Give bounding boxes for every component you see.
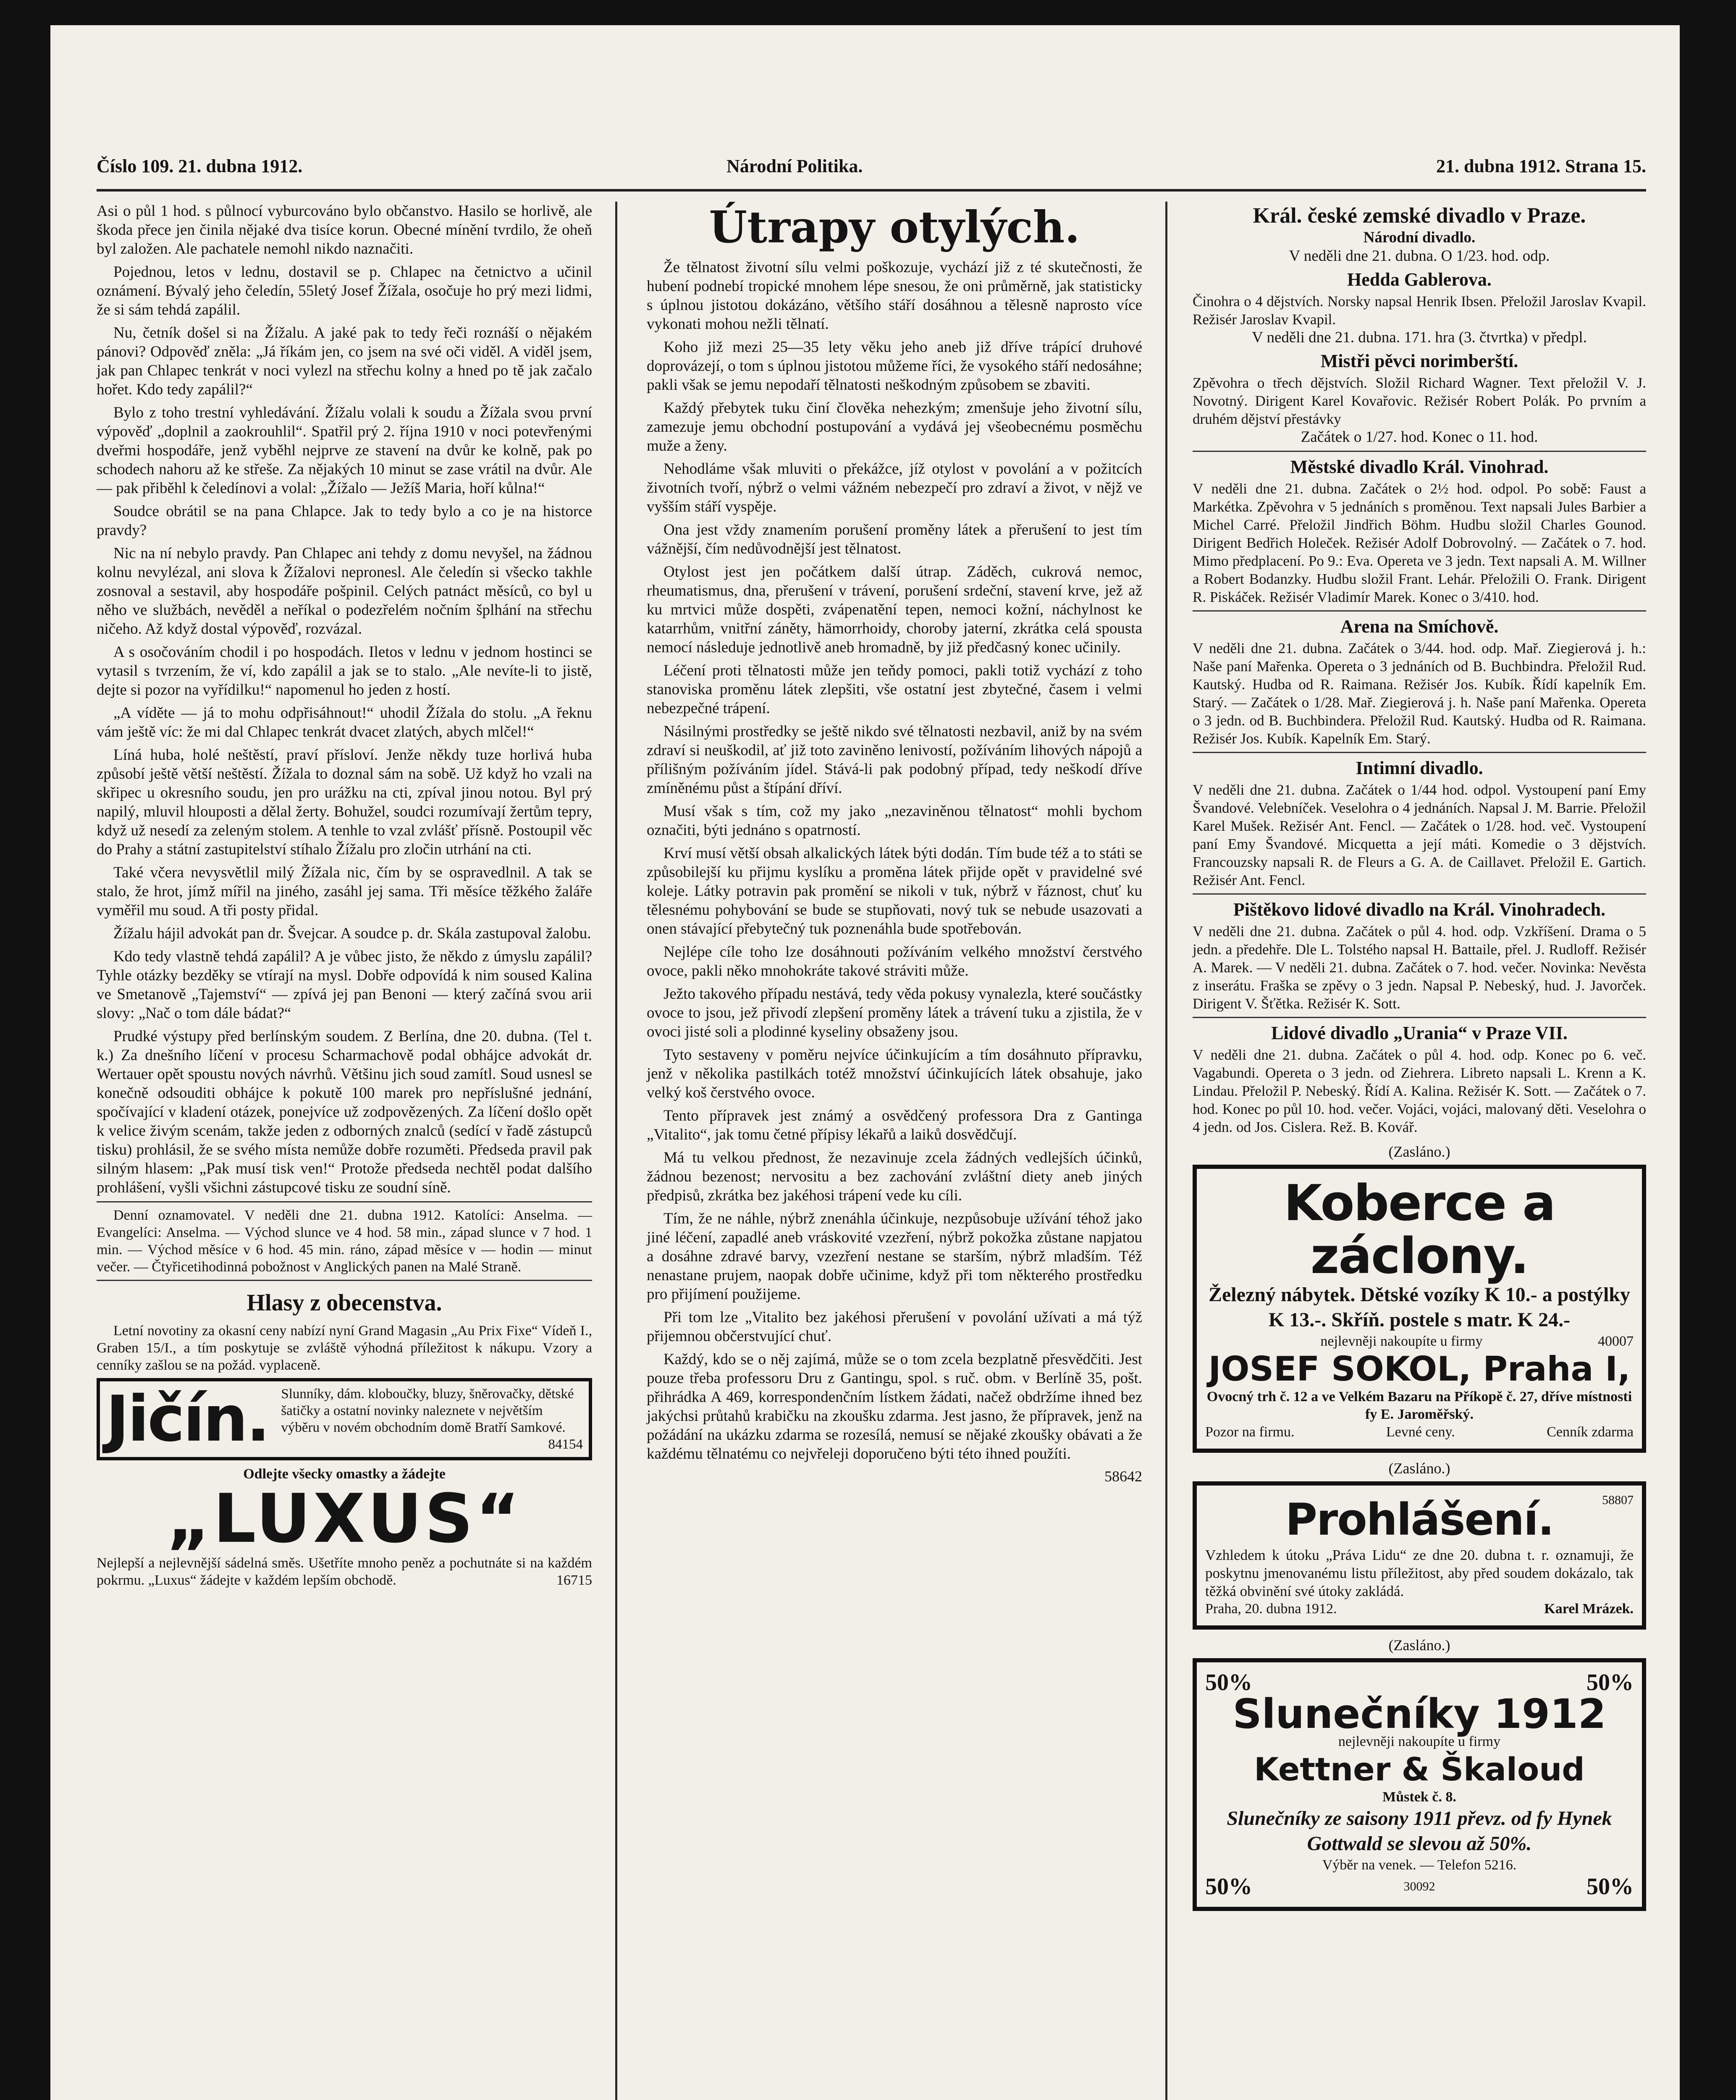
discount-badge: 50%: [1205, 1670, 1252, 1696]
kettner-ad: [1193, 1658, 1646, 1911]
jicin-ad-title: Jičín.: [106, 1383, 269, 1456]
sokol-ad-line: Železný nábytek. Dětské vozíky K 10.- a postýlky K 13.-. Skříň. postele s matr. K 24.-: [1208, 1284, 1630, 1331]
reader-notice: Letní novotiny za okasní ceny nabízí nyní Grand Magasin „Au Prix Fixe“ Vídeň I., Graben 15/I., a tím poskytuje se zvláště výhodná příležitost k nákupu. Vzory a cenníky zašlou se na požád. vyplaceně.: [97, 1323, 592, 1373]
play-title: Mistři pěvci norimberští.: [1320, 351, 1518, 371]
sokol-ad-line: nejlevněji nakoupíte u firmy: [1320, 1334, 1483, 1349]
newspaper-title: Národní Politika.: [726, 156, 863, 176]
article-paragraph: Bylo z toho trestní vyhledávání. Žížalu volali k soudu a Žížala svou první výpověď „doplnil a zaokrouhlil“. Spatřil prý 2. října 1910 v noci potevřenými dveřmi hospodáře, jenž vyběhl nejprve ze stavení na dvůr ke kolně, pak po schodech nahoru až ke střeše. Za nějakých 10 minut se zase vrátil na dvůr. Ale — pak přiběhl k čeledínovi a volal: „Žížalo — Ježíš Maria, hoří kůlna!“: [97, 404, 592, 497]
ad-number: 58642: [1104, 1468, 1142, 1485]
luxus-ad-title: „LUXUS“: [166, 1479, 522, 1558]
article-paragraph: Líná huba, holé neštěstí, praví přísloví. Jenže někdy tuze horlivá huba způsobí ještě větší neštěstí. Žížala to doznal sám na sobě. Už když ho vzali na skřipec u okresního soudu, jen pro urážku na cti, zpíval jinou notou. Byl prý napilý, mluvil hlouposti a dělal žerty. Bohužel, soudci rozumívají žertům tepry, když už nesedí za zeleným stolem. A tenhle to vzal zvlášť přísně. Postoupil věc do Prahy a státní zastupitelství stíhalo Žížalu pro zločin utrhání na cti.: [97, 746, 592, 858]
article-paragraph: Asi o půl 1 hod. s půlnocí vyburcováno bylo občanstvo. Hasilo se horlivě, ale škoda přece jen činila nějaké dva tisíce korun. Obecné mínění tvrdilo, že oheň byl založen. Ale pachatele nemohl nikdo naznačiti.: [97, 202, 592, 257]
sokol-ad: [1193, 1165, 1646, 1453]
article-paragraph: Musí však s tím, což my jako „nezaviněnou tělnatost“ mohli bychom označiti, býti jednáno s opatrností.: [647, 803, 1142, 839]
article-title: Útrapy otylých.: [709, 201, 1080, 253]
article-paragraph: Koho již mezi 25—35 lety věku jeho aneb již dříve trápící druhové doprovázejí, o tom s úplnou jistotou můžeme říci, že vysokého stáří nedosáhne; pakli však se jemu nepodaří tělnatosti neškodným způsobem se zbaviti.: [647, 339, 1142, 394]
divider: [1193, 610, 1646, 612]
article-paragraph: Nehodláme však mluviti o překážce, jíž otylost v povolání a v požitcích životních tvoří, nýbrž o velmi vážném nebezpečí pro zdraví a život, v nějž ve vyšším stáří vyspěje.: [647, 460, 1142, 515]
statement-title: Prohlášení.: [1285, 1494, 1554, 1545]
theatre-title: Král. české zemské divadlo v Praze.: [1253, 204, 1586, 228]
article-paragraph: Tento přípravek jest známý a osvědčený professora Dra z Gantinga „Vitalito“, jak tomu četné přípisy lékařů a laiků dosvědčují.: [647, 1107, 1142, 1143]
divider: [1193, 752, 1646, 753]
column-3: [1193, 202, 1646, 2100]
news-item: Prudké výstupy před berlínským soudem. Z Berlína, dne 20. dubna. (Tel t. k.) Za dnešního líčení v procesu Scharmachově podal obhájce advokát dr. Wertauer opět spoustu nových návrhů. Většinu jich soud zamítl. Soud usnesl se konečně odsouditi obhájce k pokutě 100 marek pro nepříslušné jednání, spočívající v kladení otázek, ponejvíce už zodpovězených. Za líčení došlo opět k velice živým scenám, takže jeden z odborných znalců (sedící v řadě zástupců tisku) prohlásil, že se svého místa nemůže dobře rozuměti. Předseda pravil pak silným hlasem: „Pak musí tisk ven!“ Protože předseda nechtěl podat dalšího prohlášení, vyšli všichni zástupcové tisku ze soudní síně.: [97, 1028, 592, 1196]
luxus-ad-top: Odlejte všecky omastky a žádejte: [243, 1466, 446, 1482]
divider: [1193, 451, 1646, 452]
article-paragraph: Krví musí větší obsah alkalických látek býti dodán. Tím bude též a to státi se způsobilejší ku přijmu kyslíku a proměna látek přijde opět v pravidelné své koleje. Látky potravin pak promění se nikoli v tuk, nýbrž v řáznost, chuť ku tělesnému pohybování se bude se stupňovati, nový tuk se nebude usazovati a onen stávající přebytečný tuk poznenáhla bude spotřebován.: [647, 845, 1142, 937]
theatre-subtitle: Národní divadlo.: [1363, 229, 1476, 246]
theatre-title: Lidové divadlo „Urania“ v Praze VII.: [1271, 1023, 1568, 1043]
ad-number: 30092: [1403, 1880, 1435, 1893]
article-paragraph: Nic na ní nebylo pravdy. Pan Chlapec ani tehdy z domu nevyšel, na žádnou kolnu nevylézal, ani slova k Žížalovi nepronesl. Ale čeledín si všecko takhle zosnoval a sestavil, aby hospodáře pošpinil. Celých patnáct měsíců, co byl u něho ve službách, nevěděl a neříkal o podezřelém nočním šplhání na střechu ničeho. Až když dostal výpověď, rozvázal.: [97, 545, 592, 638]
article-paragraph: Každý přebytek tuku činí člověka nehezkým; zmenšuje jeho životní sílu, zamezuje jemu obchodní postupování a vydává jej všeobecnému posměchu muže a ženy.: [647, 399, 1142, 454]
theatre-program: V neděli dne 21. dubna. Začátek o půl 4. hod. odp. Konec po 6. več. Vagabundi. Opereta o 3 jedn. od Ziehrera. Libreto napsali L. Krenn a K. Lindau. Přeložil P. Nebeský. Řídí A. Kalina. Režisér K. Sott. — Začátek o 7. hod. Konec po půl 10. hod. večer. Vojáci, vojáci, malovaný děti. Veselohra o 4 jedn. od Jos. Cislera. Rež. B. Kovář.: [1193, 1047, 1646, 1135]
discount-badge: 50%: [1587, 1874, 1634, 1900]
luxus-ad-text: Nejlepší a nejlevnější sádelná směs. Ušetříte mnoho peněz a pochutnáte si na každém pokrmu. „Luxus“ žádejte v každém lepším obchodě.: [97, 1555, 592, 1588]
theatre-line: V neděli dne 21. dubna. O 1/23. hod. odp.: [1289, 247, 1550, 265]
theatre-title: Arena na Smíchově.: [1340, 616, 1499, 637]
sponsored-label: (Zasláno.): [1388, 1143, 1450, 1160]
sokol-ad-firm: JOSEF SOKOL, Praha I,: [1208, 1349, 1631, 1389]
statement-text: Vzhledem k útoku „Práva Lidu“ ze dne 20. dubna t. r. oznamuji, že poskytnu jmenovanému listu příležitost, aby před soudem dokázalo, tak těžká obvinění své útoky zakládá.: [1205, 1547, 1634, 1599]
article-paragraph: Ona jest vždy znamením porušení proměny látek a přerušení to jest tím vážnější, čím nedůvodnější jest tělnatost.: [647, 521, 1142, 557]
divider: [1193, 1017, 1646, 1018]
article-paragraph: Násilnými prostředky se ještě nikdo své tělnatosti nezbavil, aniž by na svém zdraví si neuškodil, ať již toto zaviněno lenivostí, požíváním lihových nápojů a přílišným požíváním jídel. Stává-li pak podobný případ, tedy neškodí dříve zmíněnému půst a štípání dříví.: [647, 723, 1142, 797]
date-page: 21. dubna 1912. Strana 15.: [1436, 156, 1646, 176]
jicin-ad: [97, 1378, 592, 1460]
daily-notice: Denní oznamovatel. V neděli dne 21. dubna 1912. Katolíci: Anselma. — Evangelíci: Anselma. — Východ slunce ve 4 hod. 58 min., západ slunce v 7 hod. 1 min. — Východ měsíce v 6 hod. 45 min. ráno, západ měsíce v — hodin — minut večer. — Čtyřicetihodinná pobožnost v Anglických panen na Malé Straně.: [97, 1208, 592, 1275]
article-paragraph: Má tu velkou přednost, že nezavinuje zcela žádných vedlejších účinků, žádnou bezenost; nervositu a bez zachování zvláštní diety aneb jiných předpisů, zkrátka bez jakéhosi trápení vede ku cíli.: [647, 1149, 1142, 1204]
column-1: [97, 202, 592, 2100]
theatre-program: V neděli dne 21. dubna. Začátek o 1/44 hod. odpol. Vystoupení paní Emy Švandové. Velebníček. Veselohra o 4 jednáních. Napsal J. M. Barrie. Přeložil Karel Mušek. Režisér Ant. Fencl. — Začátek o 1/28. hod. več. Vystoupení paní Emy Švandové. Micquetta a její máti. Komedie o 3 dějstvích. Francouzsky napsali R. de Fleurs a G. A. de Caillavet. Přeložil E. Gartich. Režisér Ant. Fencl.: [1193, 782, 1646, 888]
theatre-title: Městské divadlo Král. Vinohrad.: [1290, 457, 1549, 477]
article-paragraph: Žížalu hájil advokát pan dr. Švejcar. A soudce p. dr. Skála zastupoval žalobu.: [113, 925, 591, 942]
theatre-line: Zpěvohra o třech dějstvích. Složil Richard Wagner. Text přeložil V. J. Novotný. Dirigent Karel Kovařovic. Režisér Robert Polák. Po prvním a druhém dějství přestávky: [1193, 375, 1646, 427]
article-paragraph: Nejlépe cíle toho lze dosáhnouti požíváním velkého množství čerstvého ovoce, pakli něko mnohokráte takové stráviti může.: [647, 943, 1142, 979]
newspaper-page: [50, 25, 1680, 2100]
theatre-program: V neděli dne 21. dubna. Začátek o 3/44. hod. odp. Mař. Ziegierová j. h.: Naše paní Mařenka. Opereta o 3 jednáních od B. Buchbindra. Přeložil Rud. Kautský. Hudba od R. Raimana. Režisér Jos. Kubík. Řídí kapelník Em. Starý. — Začátek o 1/28. Mař. Ziegierová j. h. Naše paní Mařenka. Opereta o 3 jedn. od B. Buchbindera. Přeložil Rud. Kautský. Hudba od R. Raimana. Režisér Jos. Kubík. Kapelník Em. Starý.: [1193, 640, 1646, 747]
sokol-ad-address: Ovocný trh č. 12 a ve Velkém Bazaru na Příkopě č. 27, dříve místnosti fy E. Jaroměřský.: [1206, 1389, 1632, 1422]
article-paragraph: Nu, četník došel si na Žížalu. A jaké pak to tedy řeči roznáší o nějakém pánovi? Odpověď zněla: „Já říkám jen, co jsem na své oči viděl. A viděl jsem, jak pan Chlapec tenkrát v noci vylezl na střechu kolny a hned po tě jak začalo hořet. Kdo tedy zapálil?“: [97, 324, 592, 398]
divider: [1193, 893, 1646, 895]
jicin-ad-text: Slunníky, dám. kloboučky, bluzy, šněrovačky, dětské šatičky a ostatní novinky naleznete v největším výběru v novém obchodním domě Bratří Samkové.: [281, 1386, 574, 1435]
theatre-line: V neděli dne 21. dubna. 171. hra (3. čtvrtka) v předpl.: [1252, 329, 1587, 346]
article-paragraph: Tyto sestaveny v poměru nejvíce účinkujícím a tím dosáhnuto přípravku, jenž v několika pastilkách totéž množství účinkujících látek obsahuje, jako velký koš čerstvého ovoce.: [647, 1046, 1142, 1101]
article-paragraph: Kdo tedy vlastně tehdá zapálil? A je vůbec jisto, že někdo z úmyslu zapálil? Tyhle otázky bezděky se vtírají na mysl. Dobře odpovídá k nim soused Kalina ve Smetanově „Tajemství“ — zpívá jej pan Benoni — který začíná svou arii slovy: „Nač o tom dále bádat?“: [97, 948, 592, 1022]
theatre-line: Začátek o 1/27. hod. Konec o 11. hod.: [1301, 428, 1538, 446]
article-paragraph: Že tělnatost životní sílu velmi poškozuje, vychází již z té skutečnosti, že hubení podnebí tropické mnohem lépe snesou, že oni průměrně, jak statisticky s úplnou jistotou dokázáno, většího stáří dosáhnou a tělesně naprosto více vykonati mohou nežli tělnatí.: [647, 259, 1142, 333]
kettner-ad-line: nejlevněji nakoupíte u firmy: [1338, 1734, 1501, 1749]
article-paragraph: Pojednou, letos v lednu, dostavil se p. Chlapec na četnictvo a učinil oznámení. Bývalý jeho čeledín, 55letý Josef Žížala, osočuje ho prý mezi lidmi, že si sám tehdá zapálil.: [97, 263, 592, 318]
play-title: Hedda Gablerova.: [1347, 269, 1492, 290]
article-paragraph: A s osočováním chodil i po hospodách. Iletos v lednu v jednom hostinci se vytasil s tvrzením, že ví, kdo zapálil a jak se to stalo. „Ale nevíte-li to jistě, dejte si pozor na vyřídilku!“ napomenul ho jeden z hostí.: [97, 643, 592, 698]
theatre-title: Intimní divadlo.: [1356, 758, 1483, 778]
ad-number: 58807: [1602, 1493, 1634, 1507]
ad-number: 16715: [556, 1572, 592, 1588]
ad-number: 84154: [548, 1437, 583, 1452]
article-paragraph: Každý, kdo se o něj zajímá, může se o tom zcela bezplatně přesvědčiti. Jest pouze třeba professoru Dru z Gantingu, spol. s ruč. obm. v Berlíně 35, pošt. přihrádka A 469, korrespondenčním lístkem žádati, načež obdržíme ihned bez jakýchsi průtahů krabičku na zkoušku zdarma. Jest jasno, že přípravek, jenž na požádání na ukázku zdarma se rozesílá, nemusí se nějaké zkoušky obávati a že každému tělnatému co nejvřeleji doporučeno býti této ihned použíti.: [647, 1351, 1142, 1462]
column-rule: [615, 202, 617, 2100]
article-paragraph: Tím, že ne náhle, nýbrž znenáhla účinkuje, nezpůsobuje užívání téhož jako jiné léčení, zapadlé aneb vráskovité vzezření, nýbrž pokožka zůstane napjatou a dosáhne zdravé barvy, vzezření nestane se starším, nýbrž mladším. Též nenastane prujem, naopak dobře učinime, když při tom některého prostředku pro přijímení použijeme.: [647, 1210, 1142, 1303]
kettner-ad-address: Můstek č. 8.: [1382, 1789, 1456, 1805]
theatre-line: Činohra o 4 dějstvích. Norsky napsal Henrik Ibsen. Přeložil Jaroslav Kvapil. Režisér Jaroslav Kvapil.: [1193, 293, 1646, 328]
kettner-ad-line: Výběr na venek. — Telefon 5216.: [1322, 1857, 1517, 1873]
discount-badge: 50%: [1587, 1670, 1634, 1696]
statement-signature: Karel Mrázek.: [1544, 1601, 1634, 1617]
kettner-ad-title: Slunečníky 1912: [1233, 1690, 1606, 1738]
article-paragraph: „A víděte — já to mohu odpřisáhnout!“ uhodil Žížala do stolu. „A řeknu vám ještě víc: že mi dal Chlapec tenkrát dvacet zlatých, abych mlčel!“: [97, 704, 592, 740]
article-paragraph: Při tom lze „Vitalito bez jakéhosi přerušení v povolání užívati a má týž přijemnou občerstvující chuť.: [647, 1309, 1142, 1345]
issue-number: Číslo 109. 21. dubna 1912.: [97, 156, 303, 176]
theatre-program: V neděli dne 21. dubna. Začátek o půl 4. hod. odp. Vzkříšení. Drama o 5 jedn. a předehře. Dle L. Tolstého napsal H. Battaile, přel. J. Rudloff. Režisér A. Marek. — V neděli 21. dubna. Začátek o 7. hod. večer. Novinka: Nevěsta z inserátu. Fraška se zpěvy o 3 jedn. Napsal P. Nebeský, hud. J. Javorček. Dirigent V. Šťětka. Režisér K. Sott.: [1193, 923, 1646, 1012]
header-rule: [97, 189, 1646, 192]
column-rule: [1165, 202, 1167, 2100]
discount-badge: 50%: [1205, 1874, 1252, 1900]
sokol-ad-note: Pozor na firmu.: [1205, 1424, 1295, 1440]
kettner-ad-firm: Kettner & Škaloud: [1254, 1751, 1585, 1788]
article-paragraph: Otylost jest jen počátkem další útrap. Záděch, cukrová nemoc, rheumatismus, dna, přerušení v trávení, porušení srdeční, stavení krve, jež až ku mrtvici může dospěti, zvápenatění tepen, nemoci kožní, náchylnost ke katarrhům, vnitřní záněty, hämorrhoidy, choroby jaterní, zkrátka celá spousta nemocí následuje jednotlivě aneb hromadně, by již předčasný konec učinily.: [647, 563, 1142, 656]
divider: [97, 1201, 592, 1202]
ad-number: 40007: [1598, 1334, 1634, 1349]
statement-ad: [1193, 1481, 1646, 1630]
divider: [97, 1280, 592, 1281]
page-header: [97, 151, 1646, 185]
article-paragraph: Ježto takového případu nestává, tedy věda pokusy vynalezla, které součástky ovoce to jsou, jež přivodí zlepšení proměny látek a trávení tuku a zjistila, že v ovoci jisté soli a plodinné kyseliny obsaženy jsou.: [647, 985, 1142, 1040]
column-2: [647, 202, 1142, 2100]
statement-place: Praha, 20. dubna 1912.: [1205, 1601, 1337, 1617]
sokol-ad-note: Cenník zdarma: [1547, 1424, 1634, 1440]
article-paragraph: Léčení proti tělnatosti může jen teňdy pomoci, pakli totiž vychází z toho stanoviska proměnu látek zlepšiti, vše ostatní jest zbytečné, časem i velmi nebezpečné trápení.: [647, 662, 1142, 717]
article-paragraph: Soudce obrátil se na pana Chlapce. Jak to tedy bylo a co je na historce pravdy?: [97, 503, 592, 539]
sokol-ad-note: Levné ceny.: [1386, 1424, 1455, 1440]
article-paragraph: Také včera nevysvětlil milý Žížala nic, čím by se ospravedlnil. A tak se stalo, že hrot, jímž mířil na jiného, zasáhl jej sama. Tři měsíce těžkého žaláře vyměřil mu soud. A tři posty přidal.: [97, 864, 592, 919]
sponsored-label: (Zasláno.): [1388, 1637, 1450, 1654]
theatre-program: V neděli dne 21. dubna. Začátek o 2½ hod. odpol. Po sobě: Faust a Markétka. Zpěvohra v 5 jednáních s proměnou. Text napsali Jules Barbier a Michel Carré. Přeložil Jindřich Böhm. Hudbu složil Charles Gounod. Dirigent Bedřich Holeček. Režisér Adolf Dobrovolný. — Začátek o 7. hod. Mimo předplacení. Po 9.: Eva. Opereta ve 3 jedn. Text napsali A. M. Willner a Robert Bodanzky. Hudbu složil Frant. Lehár. Přeložili O. Frank. Dirigent R. Piskáček. Režisér Vladimír Marek. Konec o 3/410. hod.: [1193, 480, 1646, 605]
sokol-ad-title: Koberce a záclony.: [1284, 1174, 1555, 1285]
theatre-title: Pištěkovo lidové divadlo na Král. Vinohradech.: [1233, 899, 1606, 920]
kettner-ad-offer: Slunečníky ze saisony 1911 převz. od fy Hynek Gottwald se slevou až 50%.: [1227, 1807, 1612, 1855]
sponsored-label: (Zasláno.): [1388, 1460, 1450, 1477]
section-title: Hlasy z obecenstva.: [247, 1290, 442, 1316]
